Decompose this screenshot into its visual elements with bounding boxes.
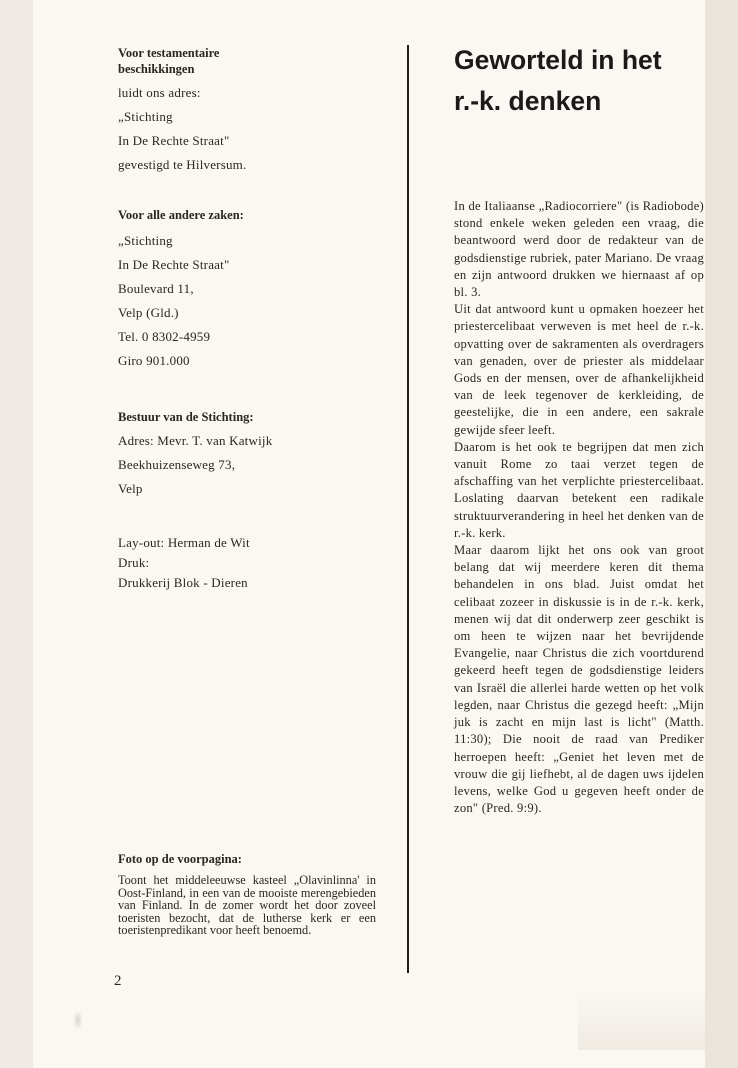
address-line: luidt ons adres: [118,85,201,100]
address-line: gevestigd te Hilversum. [118,157,247,172]
address-line: „Stichting [118,109,173,124]
photo-caption-text: Toont het middeleeuwse kasteel „Olavinlinna' in Oost-Finland, in een van de mooiste merengebieden van Finland. In de zomer wordt het door zoveel toeristen bezocht, dat de lutherse kerk er een toeristenpredikant voor heeft benoemd. [118,873,376,938]
other-address [118,229,378,373]
headline-line: r.-k. denken [454,86,602,116]
print-label: Druk: [118,555,150,570]
section-title-testament: Voor testamentaire beschikkingen [118,46,220,76]
headline-line: Geworteld in het [454,45,662,75]
testament-address [118,81,378,177]
board-address [118,429,378,501]
article-paragraph: Uit dat antwoord kunt u opmaken hoezeer het priestercelibaat verweven is met heel de r.-k. opvatting over de sakramenten als overdragers van genaden, over de priester als middelaar Gods en der mensen, over de afhankelijkheid van de leek tegenover de kerkleiding, de geestelijke, die in een andere, een sakrale gewijde sfeer leeft. [454,302,704,437]
address-line: „Stichting [118,233,173,248]
article-paragraph: In de Italiaanse „Radiocorriere" (is Radiobode) stond enkele weken geleden een vraag, die beantwoord werd door de redakteur van de godsdienstige rubriek, pater Mariano. De vraag en zijn antwoord drukken we hiernaast af op bl. 3. [454,199,704,300]
address-line: Velp (Gld.) [118,305,179,320]
address-line: Velp [118,481,143,496]
section-title-board: Bestuur van de Stichting: [118,410,254,424]
layout-credit: Lay-out: Herman de Wit [118,535,250,550]
article-headline [454,40,704,122]
scan-left-margin [0,0,33,1068]
page-number: 2 [114,973,122,989]
giro-line: Giro 901.000 [118,353,190,368]
phone-line: Tel. 0 8302-4959 [118,329,211,344]
bleed-through [578,990,705,1050]
article-paragraph: Daarom is het ook te begrijpen dat men zich vanuit Rome zo taai verzet tegen de afschaffing van het verplichte priestercelibaat. Loslating daarvan betekent een radikale struktuurverandering in heel het denken van de r.-k. kerk. [454,439,704,540]
credits [118,533,378,593]
scan-right-margin [705,0,738,1068]
photo-caption-title: Foto op de voorpagina: [118,852,242,866]
section-title-other: Voor alle andere zaken: [118,208,244,222]
scan-smudge [73,1010,83,1030]
article-body [454,198,704,817]
printer-name: Drukkerij Blok - Dieren [118,575,248,590]
address-line: Boulevard 11, [118,281,194,296]
address-line: In De Rechte Straat" [118,257,230,272]
column-divider [407,45,409,973]
article-paragraph: Maar daarom lijkt het ons ook van groot belang dat wij meerdere keren dit thema behandelen in ons blad. Juist omdat het celibaat zozeer in diskussie is in de r.-k. kerk, menen wij dat dit onderwerp zeer geschikt is om heen te wijzen naar het bevrijdende Evangelie, naar Christus die zich voortdurend gekeerd heeft tegen de godsdienstige leiders van Israël die allerlei harde wetten op het volk legden, naar Christus die gezegd heeft: „Mijn juk is zacht en mijn last is licht" (Matth. 11:30); Die nooit de raad van Prediker herroepen heeft: „Geniet het leven met de vrouw die gij liefhebt, al de dagen uws ijdelen levens, welke God u gegeven heeft onder de zon" (Pred. 9:9). [454,543,704,816]
address-line: Beekhuizenseweg 73, [118,457,236,472]
colophon-column [118,45,378,593]
address-line: Adres: Mevr. T. van Katwijk [118,433,273,448]
address-line: In De Rechte Straat" [118,133,230,148]
